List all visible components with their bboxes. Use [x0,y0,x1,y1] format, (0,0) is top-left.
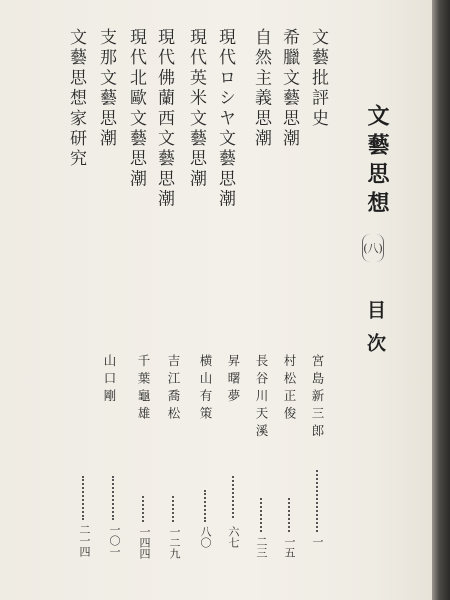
toc-entry-title: 文藝思想家研究 [66,28,86,170]
toc-leader-dots [316,470,320,532]
toc-entry-author: 昇曙夢 [226,354,241,407]
toc-heading: 目次 [364,300,386,366]
toc-entry-page: 一四四 [138,526,151,559]
toc-entry-author: 宮島新三郎 [310,354,325,442]
toc-entry-page: 一二九 [168,526,181,559]
toc-entry-title: 文藝批評史 [308,28,328,129]
toc-entry-page: 八〇 [199,526,212,548]
toc-entry-page: 一五 [283,536,296,558]
toc-entry-page: 六七 [227,526,240,548]
toc-entry-page: 二三 [255,536,268,558]
toc-entry-author: 長谷川天溪 [254,354,269,442]
toc-leader-dots [112,476,116,520]
book-title: 文藝思想 [364,104,390,220]
toc-leader-dots [142,496,146,522]
toc-entry-title: 希臘文藝思潮 [279,28,299,150]
toc-leader-dots [260,498,264,532]
toc-entry-page: 二一四 [78,524,91,557]
toc-entry-author: 千葉龜雄 [136,354,151,424]
toc-entry-title: 現代北歐文藝思潮 [126,28,146,190]
toc-entry-author: 吉江喬松 [166,354,181,424]
toc-entry-title: 現代ロシヤ文藝思潮 [215,28,235,210]
toc-entry-title: 自然主義思潮 [251,28,271,150]
toc-entry-author: 山口剛 [102,354,117,407]
toc-entry-title: 現代英米文藝思潮 [186,28,206,190]
toc-leader-dots [232,476,236,518]
toc-leader-dots [288,498,292,532]
toc-entry-author: 村松正俊 [282,354,297,424]
toc-leader-dots [172,496,176,522]
toc-entry-title: 支那文藝思潮 [96,28,116,150]
volume-number: (八) [362,234,384,262]
toc-entry-title: 現代佛蘭西文藝思潮 [154,28,174,210]
toc-entry-page: 一 [311,536,324,547]
toc-entry-page: 一〇一 [108,524,121,557]
page-edge-shadow [432,0,450,600]
toc-leader-dots [204,490,208,522]
toc-entry-author: 横山有策 [198,354,213,424]
toc-leader-dots [82,476,86,520]
